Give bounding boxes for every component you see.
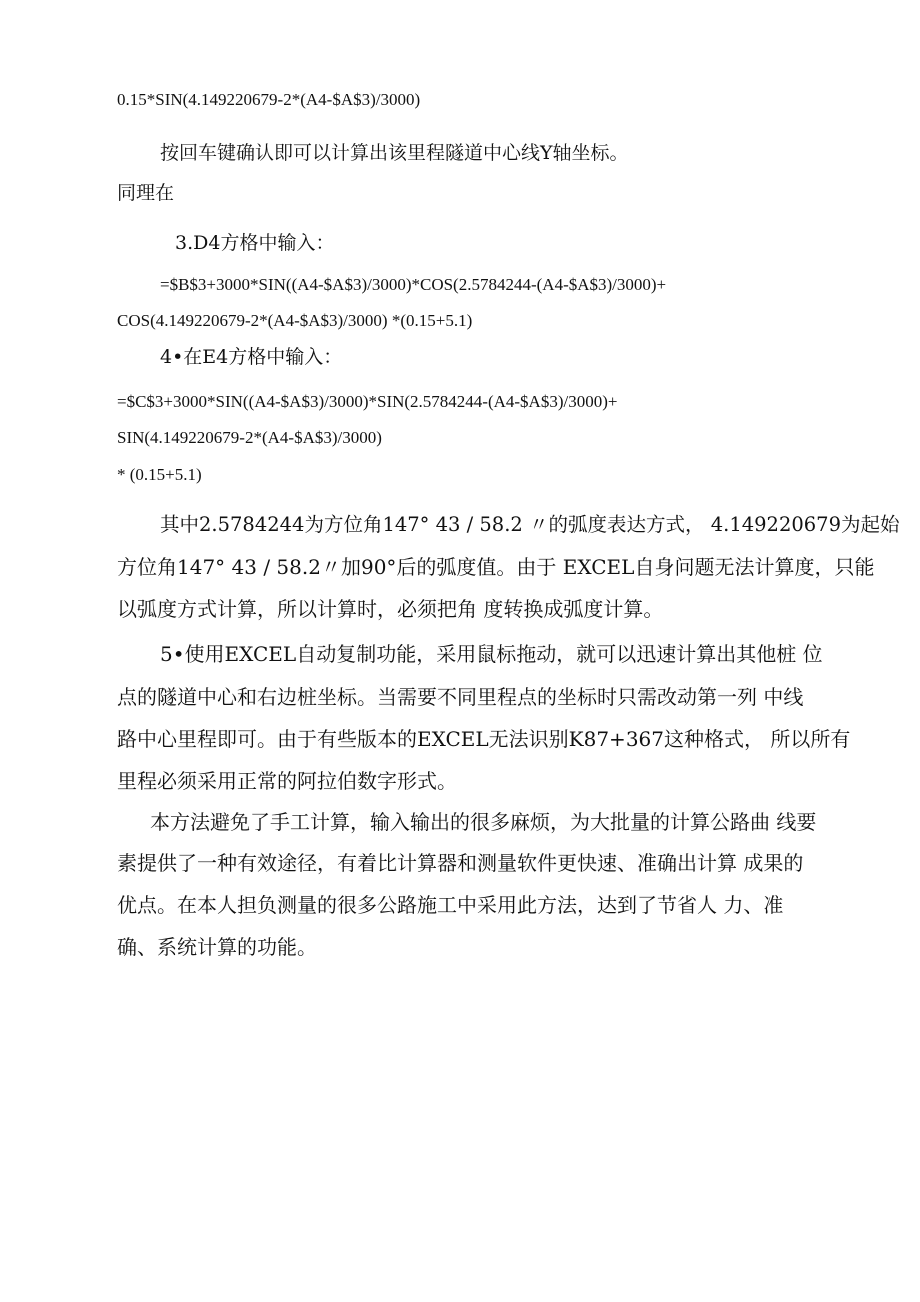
formula-line-y-tail: 0.15*SIN(4.149220679-2*(A4-$A$3)/3000) bbox=[117, 90, 421, 109]
paragraph-radian-1: 其中2.5784244为方位角147° 43 / 58.2 〃的弧度表达方式， 4.149220679为起始 bbox=[160, 513, 900, 536]
step-3-heading: 3.D4方格中输入： bbox=[175, 232, 335, 254]
paragraph-likewise: 同理在 bbox=[117, 182, 175, 204]
paragraph-radian-2: 方位角147° 43 / 58.2〃加90°后的弧度值。由于 EXCEL自身问题无法计算度，只能 bbox=[117, 555, 875, 579]
paragraph-radian-3: 以弧度方式计算，所以计算时，必须把角 度转换成弧度计算。 bbox=[117, 597, 664, 621]
paragraph-step5-2: 点的隧道中心和右边桩坐标。当需要不同里程点的坐标时只需改动第一列 中线 bbox=[117, 685, 804, 709]
paragraph-conclusion-1: 本方法避免了手工计算，输入输出的很多麻烦，为大批量的计算公路曲 线要 bbox=[150, 810, 817, 834]
paragraph-confirm-y: 按回车键确认即可以计算出该里程隧道中心线Y轴坐标。 bbox=[160, 142, 629, 164]
formula-e4-line-3: * (0.15+5.1) bbox=[117, 465, 202, 484]
formula-d4-line-2: COS(4.149220679-2*(A4-$A$3)/3000) *(0.15+5.1) bbox=[117, 311, 473, 330]
paragraph-conclusion-3: 优点。在本人担负测量的很多公路施工中采用此方法，达到了节省人 力、准 bbox=[117, 893, 784, 917]
formula-e4-line-1: =$C$3+3000*SIN((A4-$A$3)/3000)*SIN(2.5784244-(A4-$A$3)/3000)+ bbox=[117, 392, 618, 411]
paragraph-step5-3: 路中心里程即可。由于有些版本的EXCEL无法识别K87+367这种格式， 所以所有 bbox=[117, 727, 851, 751]
paragraph-step5-4: 里程必须采用正常的阿拉伯数字形式。 bbox=[117, 769, 457, 793]
step-4-heading: 4•在E4方格中输入： bbox=[160, 346, 343, 368]
formula-d4-line-1: =$B$3+3000*SIN((A4-$A$3)/3000)*COS(2.5784244-(A4-$A$3)/3000)+ bbox=[160, 275, 667, 294]
formula-e4-line-2: SIN(4.149220679-2*(A4-$A$3)/3000) bbox=[117, 428, 382, 447]
paragraph-conclusion-2: 素提供了一种有效途径，有着比计算器和测量软件更快速、准确出计算 成果的 bbox=[117, 851, 804, 875]
paragraph-conclusion-4: 确、系统计算的功能。 bbox=[117, 935, 317, 959]
paragraph-step5-1: 5•使用EXCEL自动复制功能，采用鼠标拖动，就可以迅速计算出其他桩 位 bbox=[160, 642, 823, 666]
